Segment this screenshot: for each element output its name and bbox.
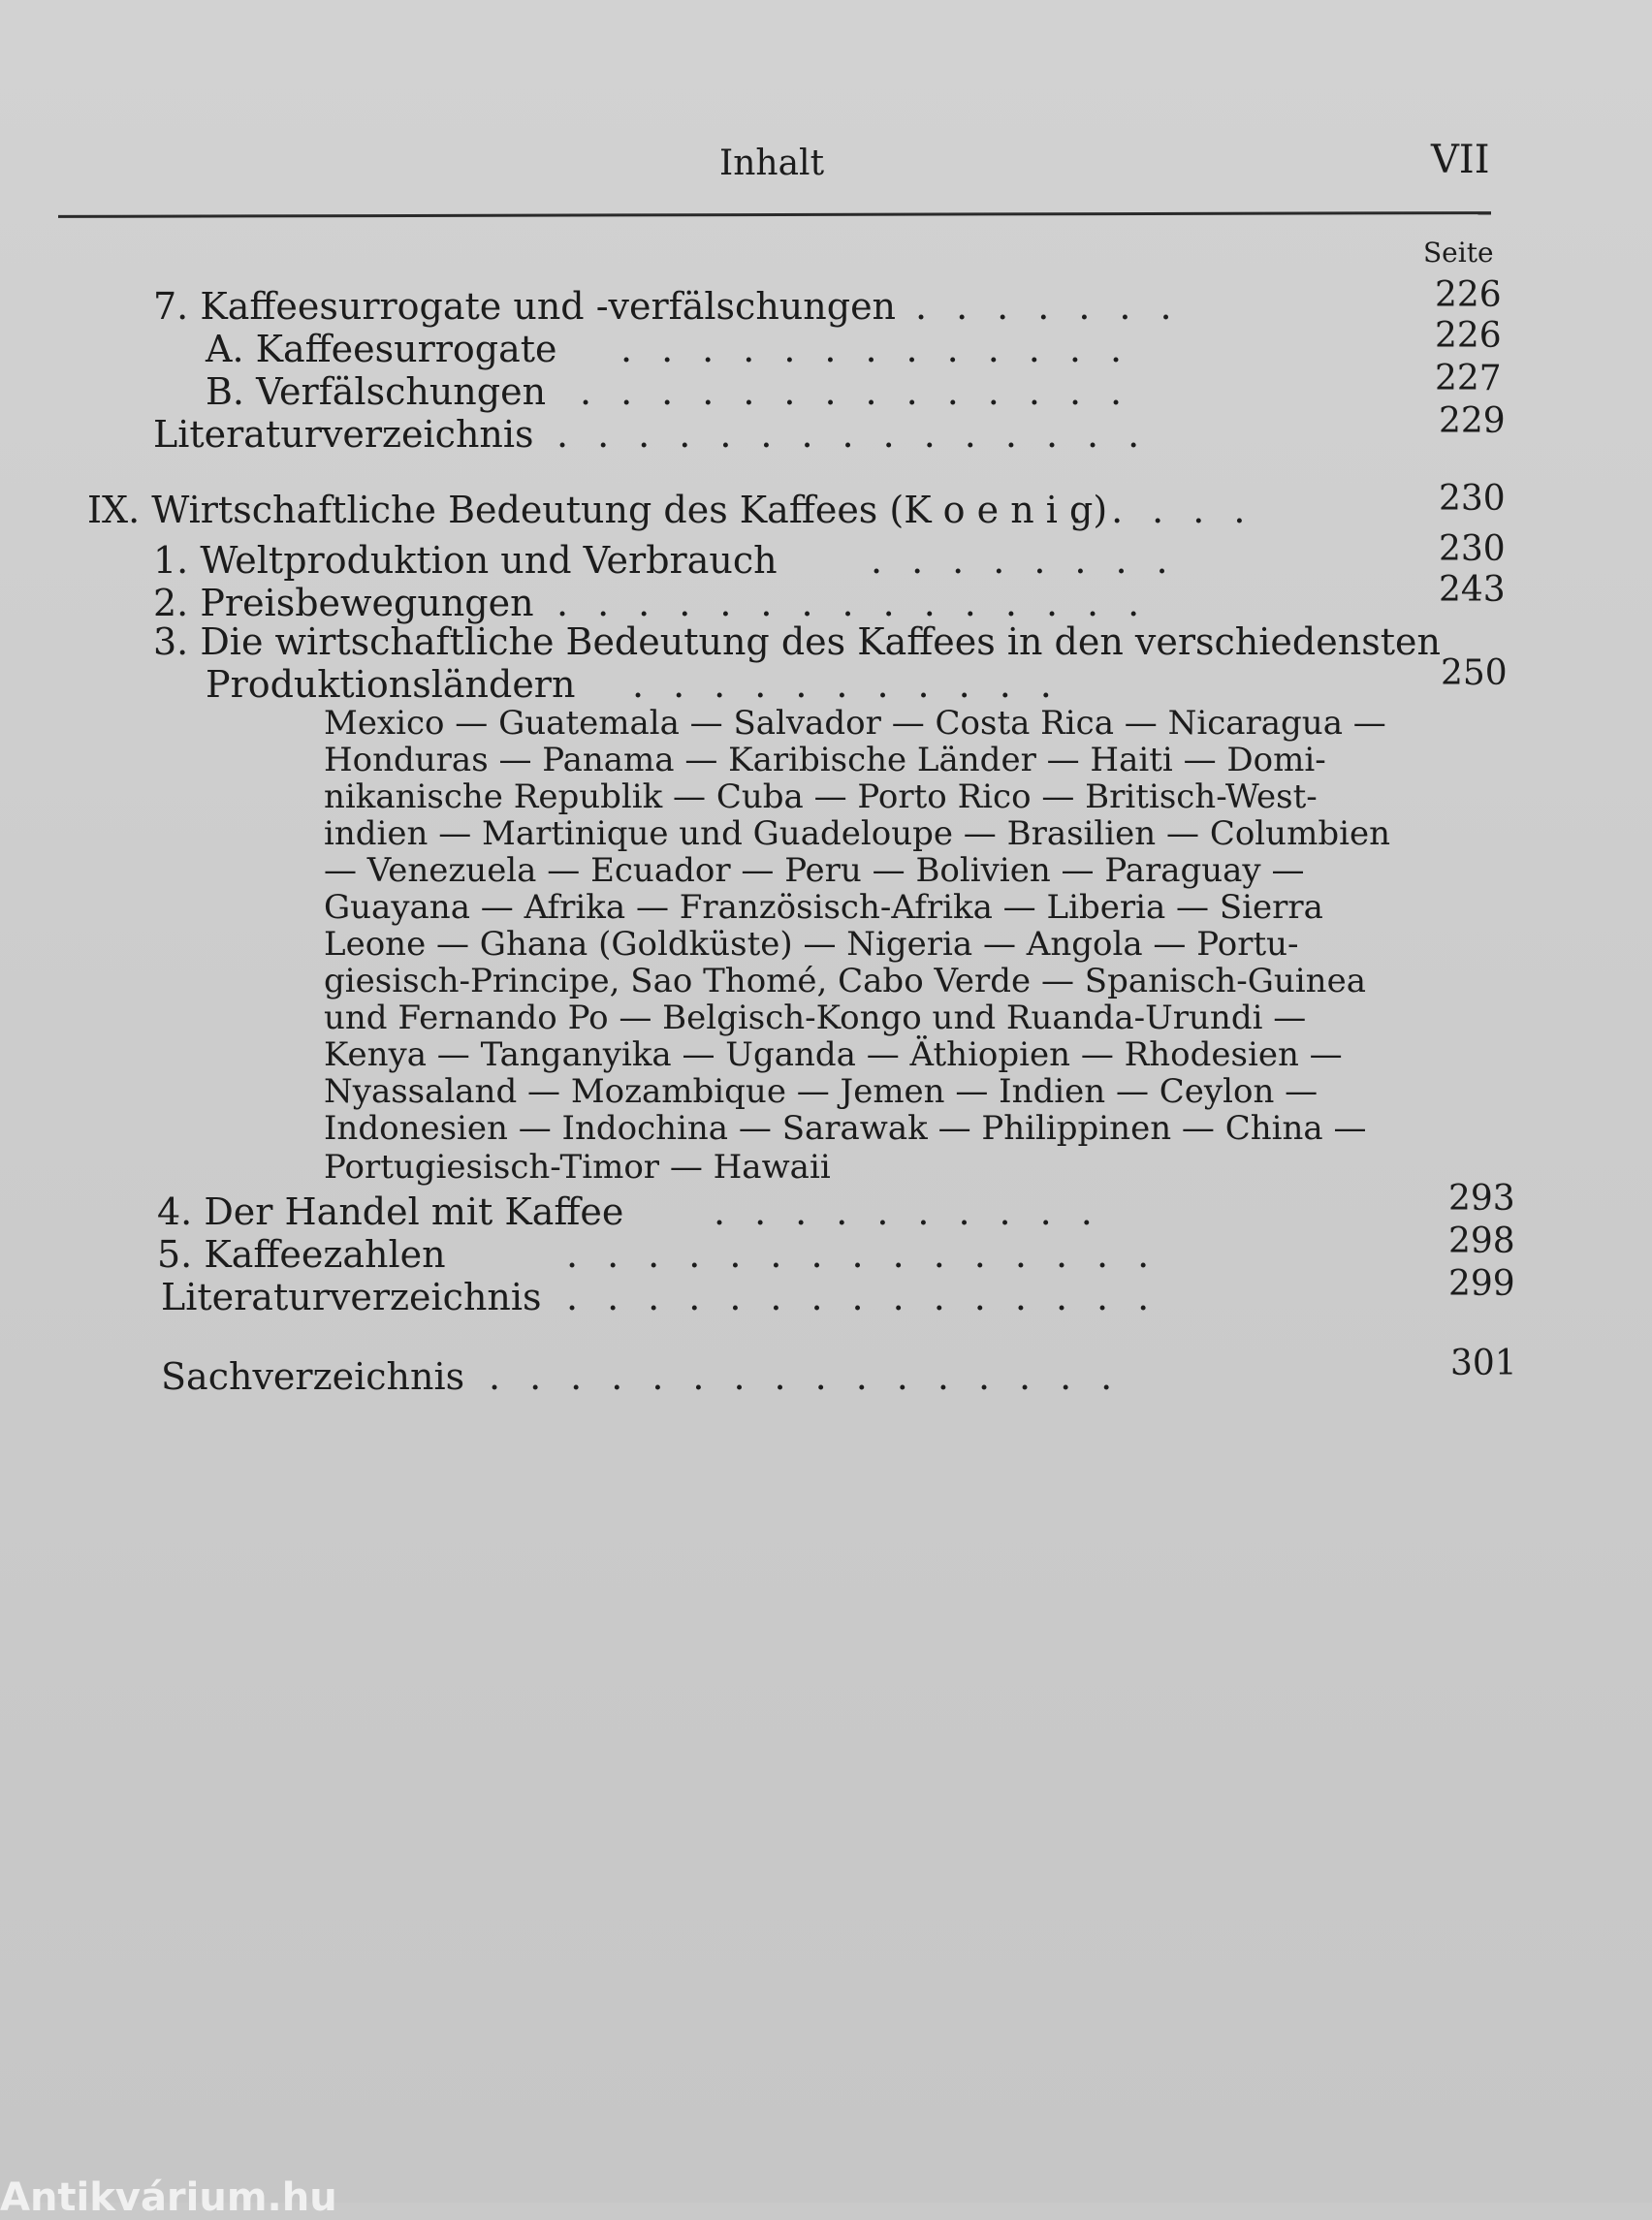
- toc-page-number: 230: [1439, 479, 1506, 519]
- leader-dots: ..........: [714, 1190, 1122, 1233]
- toc-chapter-ix: IX. Wirtschaftliche Bedeutung des Kaffees (K o e n i g): [87, 489, 1108, 531]
- toc-entry-literaturverzeichnis: Literaturverzeichnis: [161, 1276, 542, 1318]
- country-list-line: Honduras — Panama — Karibische Länder — Haiti — Domi-: [324, 741, 1326, 779]
- country-list-line: und Fernando Po — Belgisch-Kongo und Ruanda-Urundi —: [324, 999, 1307, 1037]
- country-list-line: indien — Martinique und Guadeloupe — Brasilien — Columbien: [324, 814, 1390, 853]
- leader-dots: ...............: [566, 1233, 1179, 1276]
- leader-dots: .....: [1070, 489, 1275, 531]
- toc-entry-kaffeesurrogate: A. Kaffeesurrogate: [206, 328, 557, 370]
- toc-entry-sachverzeichnis: Sachverzeichnis: [161, 1355, 465, 1398]
- leader-dots: .............: [620, 328, 1152, 370]
- toc-page-number: 230: [1439, 529, 1506, 569]
- header-rule: [58, 211, 1491, 218]
- leader-dots: ...............: [556, 582, 1169, 624]
- toc-page-number: 243: [1439, 570, 1506, 610]
- toc-entry-wirtschaftliche-bedeutung: 3. Die wirtschaftliche Bedeutung des Kaffees in den verschiedensten: [153, 620, 1441, 663]
- country-list-line: Leone — Ghana (Goldküste) — Nigeria — Angola — Portu-: [324, 925, 1299, 964]
- toc-entry-handel-mit-kaffee: 4. Der Handel mit Kaffee: [157, 1190, 624, 1233]
- running-head-page-number: VII: [1431, 138, 1490, 182]
- toc-page-number: 226: [1435, 316, 1502, 356]
- country-list-line: Kenya — Tanganyika — Uganda — Äthiopien — Rhodesien —: [324, 1035, 1343, 1074]
- leader-dots: ................: [489, 1355, 1142, 1398]
- leader-dots: ...........: [632, 663, 1081, 706]
- toc-entry-kaffeezahlen: 5. Kaffeezahlen: [157, 1233, 446, 1276]
- toc-page-number: 250: [1441, 653, 1508, 693]
- toc-page-number: 293: [1448, 1179, 1515, 1219]
- leader-dots: ........: [871, 539, 1197, 582]
- toc-entry-weltproduktion: 1. Weltproduktion und Verbrauch: [153, 539, 778, 582]
- watermark: Antikvárium.hu: [0, 2175, 337, 2220]
- country-list-line: Mexico — Guatemala — Salvador — Costa Rica — Nicaragua —: [324, 704, 1386, 743]
- leader-dots: ...............: [556, 413, 1169, 456]
- country-list-line: Guayana — Afrika — Französisch-Afrika — Liberia — Sierra: [324, 888, 1323, 927]
- running-head-title: Inhalt: [719, 143, 825, 183]
- toc-entry-preisbewegungen: 2. Preisbewegungen: [153, 582, 534, 624]
- country-list-line: nikanische Republik — Cuba — Porto Rico — Britisch-West-: [324, 777, 1318, 816]
- country-list-line: giesisch-Principe, Sao Thomé, Cabo Verde — Spanisch-Guinea: [324, 962, 1366, 1000]
- toc-entry-kaffeesurrogate-verfaelschungen: 7. Kaffeesurrogate und -verfälschungen: [153, 285, 897, 328]
- toc-page-number: 299: [1448, 1264, 1515, 1304]
- leader-dots: ..............: [580, 370, 1152, 413]
- page-column-label: Seite: [1423, 237, 1494, 269]
- toc-page-number: 298: [1448, 1221, 1515, 1261]
- toc-page-number: 226: [1435, 275, 1502, 315]
- country-list-line: Indonesien — Indochina — Sarawak — Philippinen — China —: [324, 1109, 1367, 1148]
- toc-page-number: 229: [1439, 401, 1506, 441]
- toc-entry-verfaelschungen: B. Verfälschungen: [206, 370, 547, 413]
- toc-page-number: 227: [1435, 359, 1502, 398]
- country-list-line: — Venezuela — Ecuador — Peru — Bolivien — Paraguay —: [324, 851, 1305, 890]
- country-list-line: Portugiesisch-Timor — Hawaii: [324, 1148, 831, 1187]
- toc-entry-produktionslaender: Produktionsländern: [206, 663, 576, 706]
- toc-page-number: 301: [1450, 1344, 1517, 1383]
- leader-dots: ...............: [566, 1276, 1179, 1318]
- country-list-line: Nyassaland — Mozambique — Jemen — Indien — Ceylon —: [324, 1072, 1318, 1111]
- toc-entry-literaturverzeichnis: Literaturverzeichnis: [153, 413, 534, 456]
- leader-dots: .......: [915, 285, 1201, 328]
